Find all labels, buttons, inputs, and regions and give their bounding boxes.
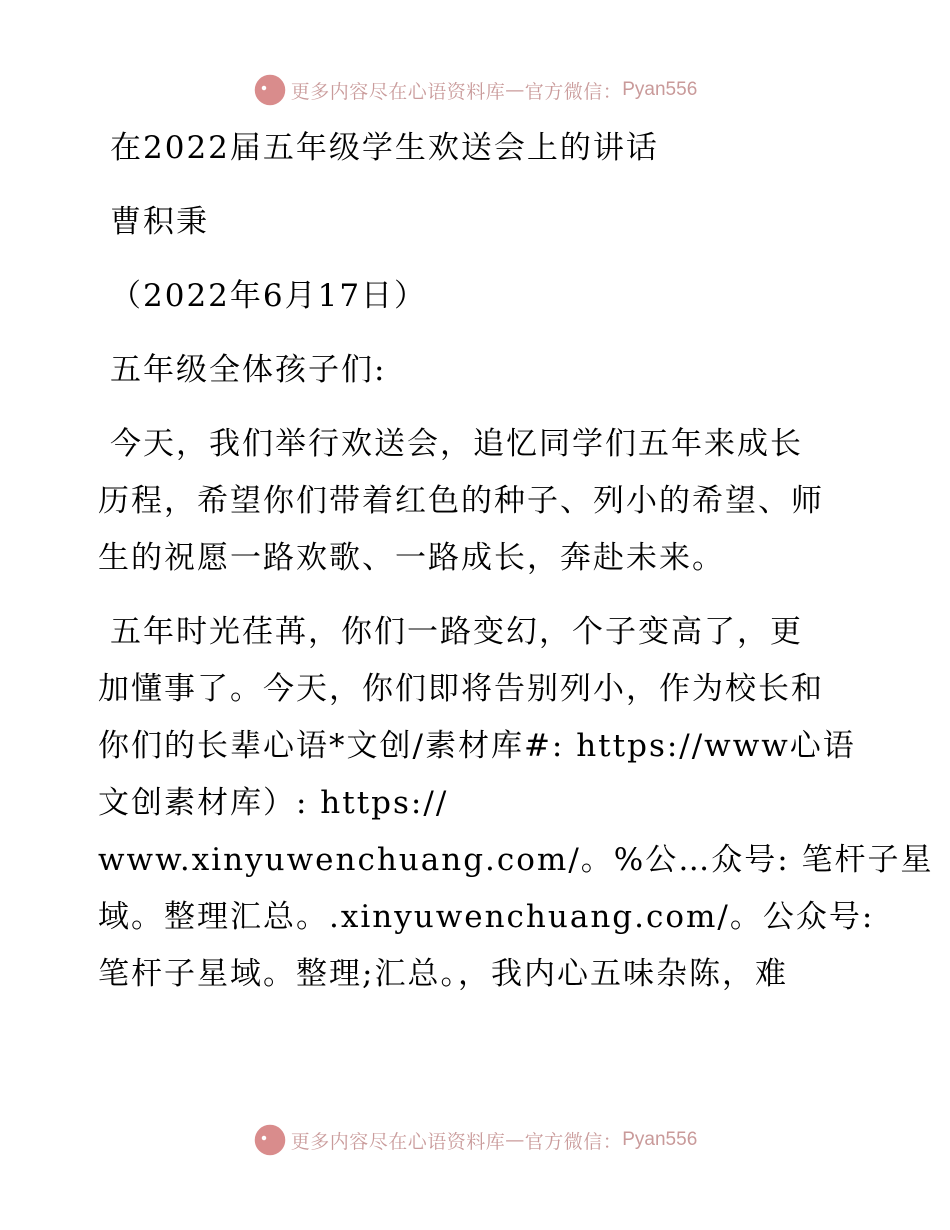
paragraph-line: 五年时光荏苒，你们一路变幻，个子变高了，更 [110,614,803,650]
paragraph-line: 加懂事了。今天，你们即将告别列小，作为校长和 [98,671,824,707]
watermark-main-text: 更多内容尽在心语资料库 [290,1130,506,1153]
document-body [98,120,934,1003]
paragraph-line: 笔杆子星域。整理;汇总。，我内心五味杂陈，难 [98,956,788,992]
pen-logo-icon [253,1123,287,1157]
paragraph-line: 生的祝愿一路欢歌、一路成长，奔赴未来。 [98,540,725,576]
document-salutation: 五年级全体孩子们: [110,352,387,388]
paragraph-2 [98,604,934,1003]
document-date: （2022年6月17日） [110,278,428,314]
paragraph-line: 文创素材库）: https:// [98,785,449,821]
watermark-suffix: 官方微信： [524,80,623,103]
paragraph-1 [98,416,868,587]
watermark-separator: — [505,79,525,101]
paragraph-line: 历程，希望你们带着红色的种子、列小的希望、师 [98,483,824,519]
pen-logo-icon [253,73,287,107]
watermark-suffix: 官方微信： [524,1130,623,1153]
watermark-footer [0,1122,950,1158]
paragraph-line: 今天，我们举行欢送会，追忆同学们五年来成长 [110,426,803,462]
watermark-header [0,72,950,108]
paragraph-line: www.xinyuwenchuang.com/。%公…众号: 笔杆子星 [98,842,934,878]
watermark-wechat-id: Pyan556 [622,79,698,100]
paragraph-line: 你们的长辈心语*文创/素材库#: https://www心语 [98,728,856,764]
watermark-wechat-id: Pyan556 [622,1129,698,1150]
watermark-main-text: 更多内容尽在心语资料库 [290,80,506,103]
document-author: 曹积秉 [110,204,209,240]
watermark-separator: — [505,1129,525,1151]
document-title: 在2022届五年级学生欢送会上的讲话 [110,130,659,166]
paragraph-line: 域。整理汇总。.xinyuwenchuang.com/。公众号: [98,899,875,935]
